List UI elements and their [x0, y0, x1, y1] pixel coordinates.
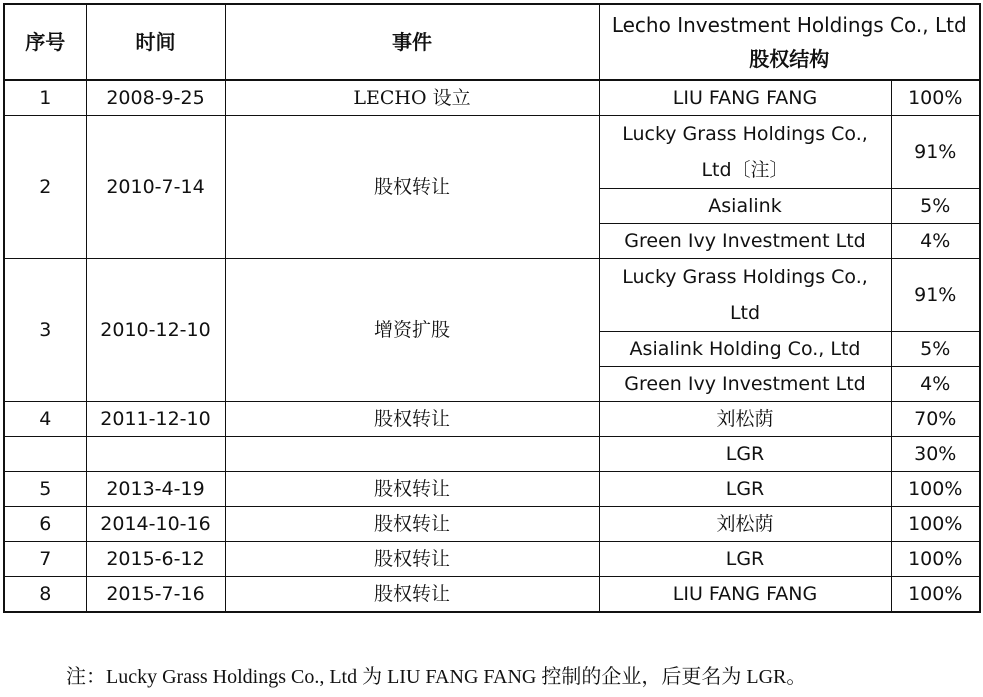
cell-pct: 100%	[891, 472, 980, 507]
table-row	[4, 259, 980, 332]
cell-date: 2015-6-12	[86, 542, 225, 577]
cell-event: 股权转让	[225, 472, 599, 507]
cell-pct: 5%	[891, 332, 980, 367]
table-row	[4, 437, 980, 472]
cell-pct: 4%	[891, 367, 980, 402]
header-company	[599, 4, 980, 80]
cell-date: 2011-12-10	[86, 402, 225, 437]
cell-no: 5	[4, 472, 86, 507]
cell-holder: Asialink Holding Co., Ltd	[599, 332, 891, 367]
cell-holder: LIU FANG FANG	[599, 577, 891, 613]
cell-no: 7	[4, 542, 86, 577]
cell-pct: 91%	[891, 116, 980, 189]
cell-event: LECHO 设立	[225, 80, 599, 116]
cell-date: 2015-7-16	[86, 577, 225, 613]
cell-pct: 30%	[891, 437, 980, 472]
table-row	[4, 542, 980, 577]
cell-holder: Green Ivy Investment Ltd	[599, 224, 891, 259]
cell-no: 8	[4, 577, 86, 613]
cell-pct: 100%	[891, 507, 980, 542]
cell-event: 股权转让	[225, 577, 599, 613]
cell-no: 1	[4, 80, 86, 116]
cell-date: 2013-4-19	[86, 472, 225, 507]
cell-holder: Asialink	[599, 189, 891, 224]
table-row	[4, 80, 980, 116]
cell-holder: Lucky Grass Holdings Co., Ltd	[599, 259, 891, 332]
cell-date: 2008-9-25	[86, 80, 225, 116]
cell-pct: 100%	[891, 577, 980, 613]
cell-event: 股权转让	[225, 402, 599, 437]
header-company-name: Lecho Investment Holdings Co., Ltd	[611, 13, 967, 37]
table-row	[4, 577, 980, 613]
cell-no: 4	[4, 402, 86, 437]
equity-history-table	[3, 3, 981, 613]
cell-pct: 91%	[891, 259, 980, 332]
cell-no: 6	[4, 507, 86, 542]
cell-pct: 5%	[891, 189, 980, 224]
cell-pct: 100%	[891, 542, 980, 577]
cell-no	[4, 437, 86, 472]
cell-no: 2	[4, 116, 86, 259]
table-row	[4, 402, 980, 437]
header-structure: 股权结构	[749, 47, 830, 71]
cell-holder: LGR	[599, 437, 891, 472]
cell-event: 股权转让	[225, 542, 599, 577]
header-date: 时间	[86, 4, 225, 80]
cell-pct: 4%	[891, 224, 980, 259]
cell-holder: Green Ivy Investment Ltd	[599, 367, 891, 402]
cell-holder: LGR	[599, 472, 891, 507]
cell-event	[225, 437, 599, 472]
table-row	[4, 116, 980, 189]
cell-date: 2010-12-10	[86, 259, 225, 402]
cell-pct: 100%	[891, 80, 980, 116]
table-row	[4, 507, 980, 542]
header-event: 事件	[225, 4, 599, 80]
cell-pct: 70%	[891, 402, 980, 437]
table-row	[4, 472, 980, 507]
cell-event: 股权转让	[225, 116, 599, 259]
cell-date: 2010-7-14	[86, 116, 225, 259]
cell-no: 3	[4, 259, 86, 402]
footnote: 注：Lucky Grass Holdings Co., Ltd 为 LIU FANG FANG 控制的企业，后更名为 LGR。	[66, 666, 807, 688]
cell-date: 2014-10-16	[86, 507, 225, 542]
header-no: 序号	[4, 4, 86, 80]
cell-event: 股权转让	[225, 507, 599, 542]
cell-holder: LGR	[599, 542, 891, 577]
cell-holder: 刘松荫	[599, 402, 891, 437]
cell-holder: Lucky Grass Holdings Co., Ltd〔注〕	[599, 116, 891, 189]
cell-date	[86, 437, 225, 472]
cell-holder: 刘松荫	[599, 507, 891, 542]
cell-event: 增资扩股	[225, 259, 599, 402]
header-row	[4, 4, 980, 80]
cell-holder: LIU FANG FANG	[599, 80, 891, 116]
